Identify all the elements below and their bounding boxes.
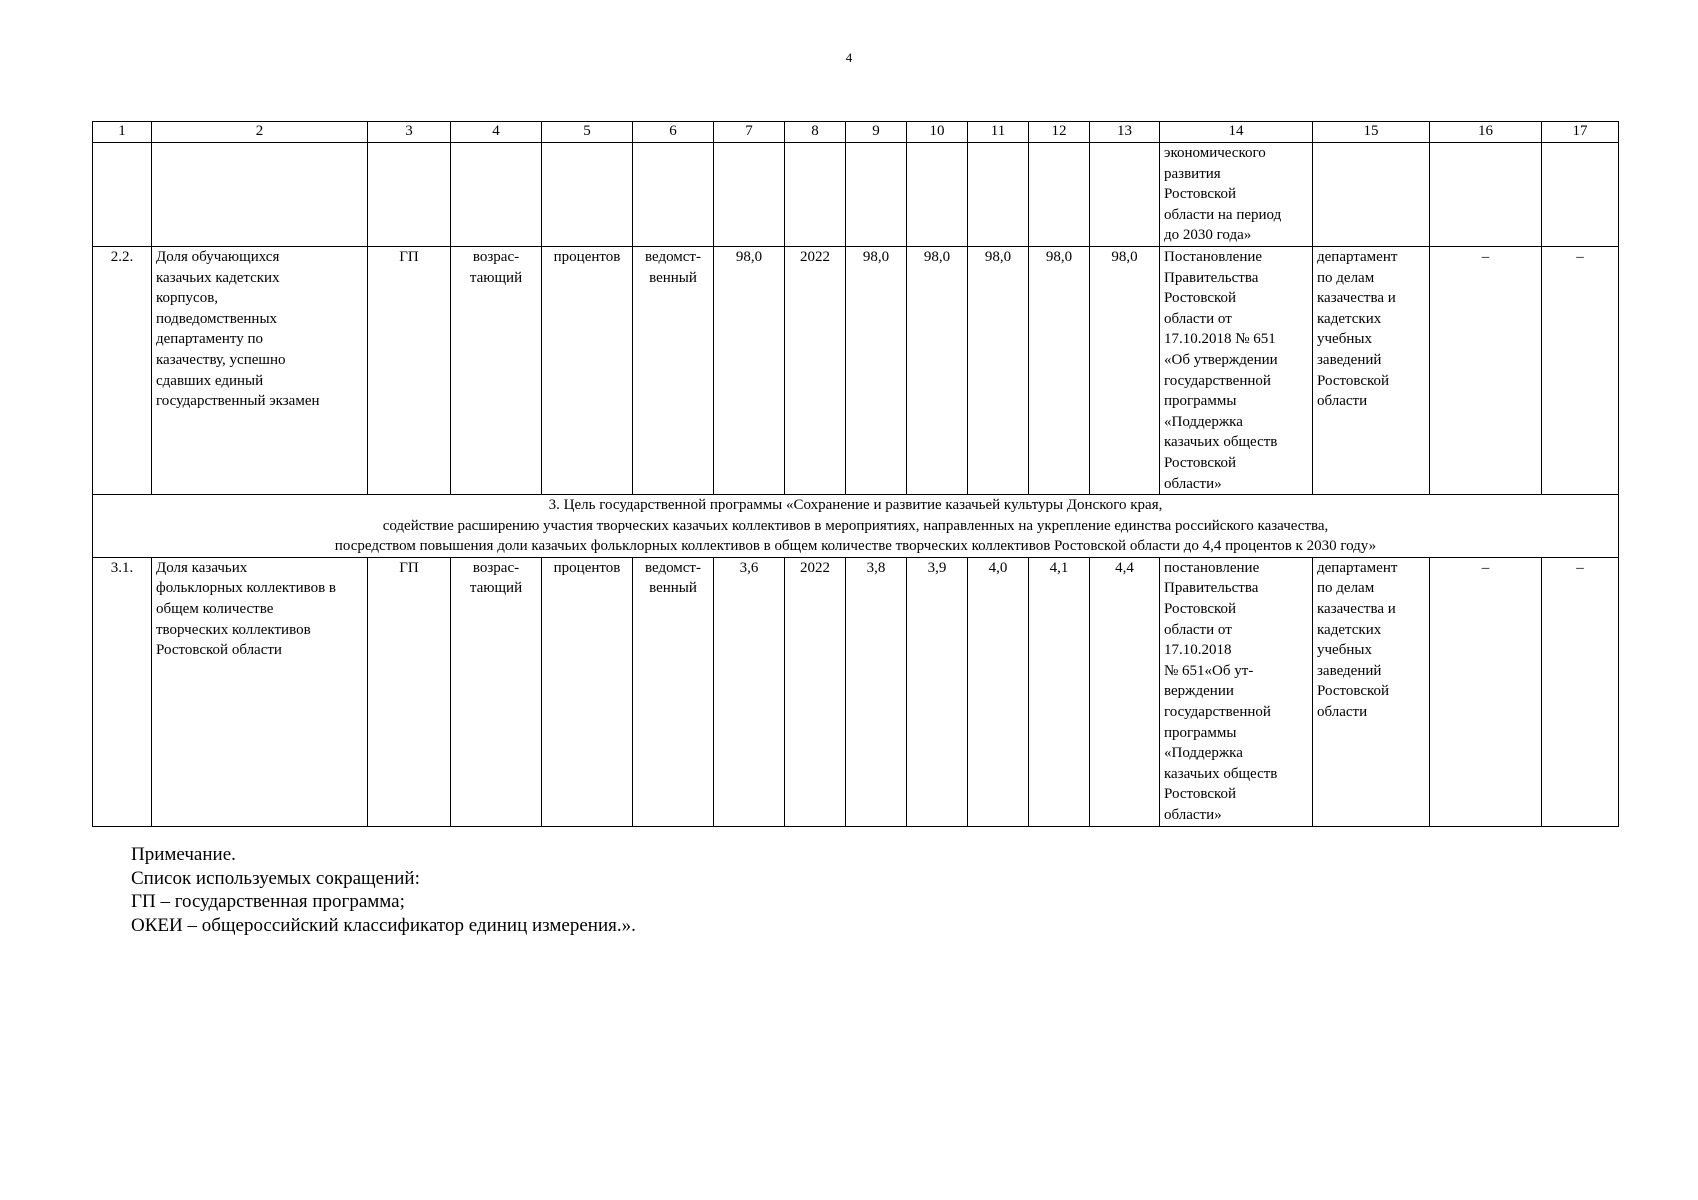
indicator-kind: ведомст- венный: [633, 246, 714, 494]
dash-cell: –: [1430, 557, 1542, 826]
base-year: 2022: [785, 557, 846, 826]
table-row-3-1: [93, 557, 1619, 826]
col-header: 5: [542, 122, 633, 143]
base-value: 98,0: [714, 246, 785, 494]
value-cell: 98,0: [1090, 246, 1160, 494]
col-header: 11: [968, 122, 1029, 143]
document-cell: экономического развития Ростовской области на период до 2030 года»: [1160, 143, 1313, 247]
indicator-name: Доля казачьих фольклорных коллективов в общем количестве творческих коллективов Ростовской области: [152, 557, 368, 826]
value-cell: 98,0: [846, 246, 907, 494]
col-header: 3: [368, 122, 451, 143]
col-header: 13: [1090, 122, 1160, 143]
col-header: 15: [1313, 122, 1430, 143]
col-header: 9: [846, 122, 907, 143]
value-cell: 98,0: [907, 246, 968, 494]
document-cell: постановление Правительства Ростовской области от 17.10.2018 № 651«Об ут- верждении государственной программы «Поддержка казачьих обществ Ростовской области»: [1160, 557, 1313, 826]
responsible-cell: департамент по делам казачества и кадетских учебных заведений Ростовской области: [1313, 246, 1430, 494]
goal-3-text: 3. Цель государственной программы «Сохранение и развитие казачьей культуры Донского края, содействие расширению участия творческих казачьих коллективов в мероприятиях, направленных на укрепление единства российского казачества, посредством повышения доли казачьих фольклорных коллективов в общем количестве творческих коллективов Ростовской области до 4,4 процентов к 2030 году»: [93, 495, 1619, 558]
indicator-type: ГП: [368, 557, 451, 826]
value-cell: 3,9: [907, 557, 968, 826]
value-cell: 4,0: [968, 557, 1029, 826]
col-header: 1: [93, 122, 152, 143]
table-row-2-2: [93, 246, 1619, 494]
col-header: 8: [785, 122, 846, 143]
col-header: 7: [714, 122, 785, 143]
indicator-direction: возрас- тающий: [451, 557, 542, 826]
base-year: 2022: [785, 246, 846, 494]
note-abbreviation-gp: ГП – государственная программа;: [131, 891, 405, 912]
document-cell: Постановление Правительства Ростовской области от 17.10.2018 № 651 «Об утверждении государственной программы «Поддержка казачьих обществ Ростовской области»: [1160, 246, 1313, 494]
row-number: 3.1.: [93, 557, 152, 826]
note-abbreviation-okei: ОКЕИ – общероссийский классификатор единиц измерения.».: [131, 914, 636, 936]
goal-row: [93, 495, 1619, 558]
indicators-table: [92, 121, 1619, 827]
dash-cell: –: [1542, 246, 1619, 494]
indicator-kind: ведомст- венный: [633, 557, 714, 826]
dash-cell: –: [1542, 557, 1619, 826]
unit-cell: процентов: [542, 246, 633, 494]
base-value: 3,6: [714, 557, 785, 826]
col-header: 14: [1160, 122, 1313, 143]
indicator-name: Доля обучающихся казачьих кадетских корпусов, подведомственных департаменту по казачеству, успешно сдавших единый государственный экзамен: [152, 246, 368, 494]
unit-cell: процентов: [542, 557, 633, 826]
note-abbreviations-heading: Список используемых сокращений:: [131, 867, 420, 889]
notes-block: [131, 843, 636, 937]
dash-cell: –: [1430, 246, 1542, 494]
col-header: 10: [907, 122, 968, 143]
value-cell: 4,4: [1090, 557, 1160, 826]
indicator-type: ГП: [368, 246, 451, 494]
col-header: 17: [1542, 122, 1619, 143]
table-row-continuation: [93, 143, 1619, 247]
table-header-row: [93, 122, 1619, 143]
col-header: 4: [451, 122, 542, 143]
value-cell: 98,0: [1029, 246, 1090, 494]
value-cell: 3,8: [846, 557, 907, 826]
page-number: 4: [845, 50, 853, 65]
row-number: 2.2.: [93, 246, 152, 494]
indicator-direction: возрас- тающий: [451, 246, 542, 494]
note-title: Примечание.: [131, 844, 236, 865]
responsible-cell: департамент по делам казачества и кадетских учебных заведений Ростовской области: [1313, 557, 1430, 826]
value-cell: 98,0: [968, 246, 1029, 494]
col-header: 6: [633, 122, 714, 143]
col-header: 16: [1430, 122, 1542, 143]
col-header: 2: [152, 122, 368, 143]
value-cell: 4,1: [1029, 557, 1090, 826]
col-header: 12: [1029, 122, 1090, 143]
